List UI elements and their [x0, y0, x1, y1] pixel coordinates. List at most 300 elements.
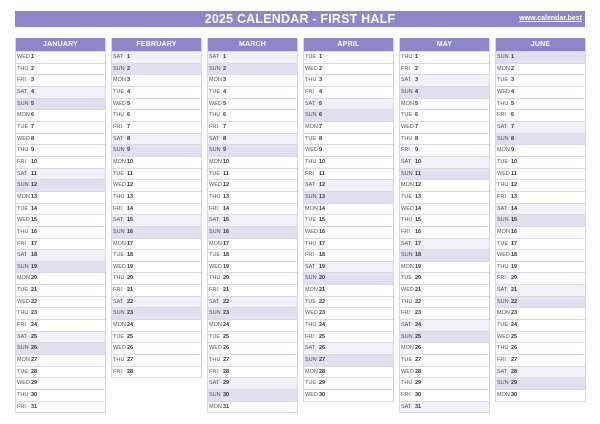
day-number: 23 — [127, 310, 134, 317]
day-row — [496, 272, 585, 284]
day-of-week: FRI — [17, 77, 26, 84]
day-of-week: SUN — [113, 310, 125, 317]
day-of-week: SUN — [305, 275, 317, 282]
day-row — [112, 63, 201, 75]
day-row — [400, 98, 489, 110]
day-number: 17 — [319, 240, 326, 247]
day-row — [304, 331, 393, 343]
day-of-week: SAT — [401, 158, 412, 165]
day-of-week: FRI — [497, 193, 506, 200]
day-number: 20 — [511, 275, 518, 282]
day-of-week: TUE — [401, 275, 412, 282]
day-number: 27 — [127, 357, 134, 364]
day-number: 15 — [223, 217, 230, 224]
day-of-week: SUN — [209, 392, 221, 399]
day-row — [16, 156, 105, 168]
day-number: 9 — [31, 147, 35, 154]
day-row — [304, 261, 393, 273]
day-of-week: SAT — [305, 345, 316, 352]
day-row — [400, 366, 489, 378]
month-header: JANUARY — [16, 38, 105, 51]
day-of-week: WED — [497, 333, 510, 340]
day-row — [400, 354, 489, 366]
day-number: 5 — [127, 100, 131, 107]
day-row — [496, 249, 585, 261]
day-number: 30 — [223, 392, 230, 399]
day-number: 6 — [223, 112, 227, 119]
day-of-week: THU — [113, 275, 125, 282]
day-of-week: MON — [209, 158, 222, 165]
day-row — [400, 401, 489, 413]
day-number: 17 — [223, 240, 230, 247]
day-row — [400, 51, 489, 63]
site-link[interactable]: www.calendar.best — [519, 15, 582, 22]
day-of-week: WED — [17, 298, 30, 305]
day-row — [112, 98, 201, 110]
day-row — [112, 238, 201, 250]
day-row — [496, 331, 585, 343]
day-row — [208, 401, 297, 413]
day-of-week: WED — [17, 54, 30, 60]
day-of-week: FRI — [209, 205, 218, 212]
day-number: 10 — [31, 158, 38, 165]
day-number: 10 — [319, 158, 326, 165]
day-number: 31 — [31, 403, 38, 410]
day-row — [496, 284, 585, 296]
day-row — [16, 354, 105, 366]
day-row — [112, 319, 201, 331]
day-number: 29 — [31, 380, 38, 387]
day-row — [208, 354, 297, 366]
day-of-week: TUE — [497, 77, 508, 84]
day-row — [304, 377, 393, 389]
day-number: 28 — [223, 368, 230, 375]
day-number: 21 — [319, 287, 326, 294]
day-of-week: THU — [497, 263, 509, 270]
day-row — [304, 307, 393, 319]
day-row — [208, 51, 297, 63]
day-row — [208, 109, 297, 121]
day-row — [112, 249, 201, 261]
day-of-week: SUN — [113, 228, 125, 235]
day-of-week: SAT — [113, 54, 124, 60]
day-of-week: WED — [305, 65, 318, 72]
day-row — [112, 74, 201, 86]
day-of-week: WED — [497, 252, 510, 259]
day-row — [16, 191, 105, 203]
day-of-week: THU — [113, 193, 125, 200]
day-row — [208, 133, 297, 145]
day-row — [304, 144, 393, 156]
day-row — [304, 74, 393, 86]
day-number: 13 — [511, 193, 518, 200]
day-number: 13 — [319, 193, 326, 200]
day-row — [400, 389, 489, 401]
day-row — [400, 121, 489, 133]
day-number: 5 — [415, 100, 419, 107]
day-row — [208, 296, 297, 308]
day-number: 12 — [511, 182, 518, 189]
day-number: 1 — [319, 54, 323, 60]
day-of-week: MON — [497, 65, 510, 72]
day-of-week: SUN — [209, 310, 221, 317]
day-number: 29 — [319, 380, 326, 387]
month-header: APRIL — [304, 38, 393, 51]
day-row — [400, 272, 489, 284]
day-number: 12 — [127, 182, 134, 189]
day-row — [208, 203, 297, 215]
day-number: 24 — [223, 322, 230, 329]
day-of-week: FRI — [401, 392, 410, 399]
day-of-week: FRI — [305, 88, 314, 95]
day-of-week: TUE — [113, 88, 124, 95]
day-row — [304, 133, 393, 145]
day-of-week: MON — [305, 287, 318, 294]
day-row — [496, 203, 585, 215]
day-of-week: SUN — [497, 135, 509, 142]
day-number: 18 — [223, 252, 230, 259]
day-number: 26 — [511, 345, 518, 352]
day-row — [400, 133, 489, 145]
day-row — [400, 261, 489, 273]
day-of-week: MON — [305, 368, 318, 375]
day-of-week: THU — [17, 228, 29, 235]
day-of-week: TUE — [401, 193, 412, 200]
day-number: 18 — [31, 252, 38, 259]
day-of-week: THU — [209, 193, 221, 200]
day-row — [400, 296, 489, 308]
day-row — [304, 238, 393, 250]
day-of-week: SUN — [401, 170, 413, 177]
day-of-week: WED — [305, 147, 318, 154]
day-row — [304, 389, 393, 401]
day-row — [304, 156, 393, 168]
day-number: 9 — [127, 147, 131, 154]
day-row — [400, 377, 489, 389]
day-row — [16, 179, 105, 191]
day-number: 17 — [511, 240, 518, 247]
day-of-week: THU — [305, 77, 317, 84]
day-row — [16, 377, 105, 389]
day-number: 25 — [415, 333, 422, 340]
day-number: 9 — [511, 147, 515, 154]
day-of-week: SAT — [497, 287, 508, 294]
day-row — [16, 168, 105, 180]
day-number: 29 — [223, 380, 230, 387]
day-row — [16, 144, 105, 156]
day-number: 3 — [31, 77, 35, 84]
day-row — [496, 98, 585, 110]
day-row — [304, 86, 393, 98]
day-number: 16 — [319, 228, 326, 235]
day-of-week: TUE — [209, 170, 220, 177]
day-row — [304, 366, 393, 378]
day-of-week: TUE — [497, 240, 508, 247]
day-number: 24 — [127, 322, 134, 329]
day-of-week: SUN — [497, 217, 509, 224]
day-row — [112, 284, 201, 296]
day-number: 25 — [31, 333, 38, 340]
day-of-week: WED — [401, 123, 414, 130]
day-number: 24 — [319, 322, 326, 329]
day-row — [112, 331, 201, 343]
day-row — [208, 74, 297, 86]
day-of-week: THU — [17, 310, 29, 317]
day-of-week: SUN — [113, 147, 125, 154]
day-number: 2 — [223, 65, 227, 72]
day-number: 13 — [127, 193, 134, 200]
day-of-week: SAT — [17, 88, 28, 95]
day-of-week: FRI — [17, 403, 26, 410]
day-number: 25 — [223, 333, 230, 340]
month-header: JUNE — [496, 38, 585, 51]
day-number: 26 — [223, 345, 230, 352]
day-number: 28 — [415, 368, 422, 375]
day-row — [112, 261, 201, 273]
day-row — [304, 226, 393, 238]
day-number: 10 — [127, 158, 134, 165]
day-number: 11 — [415, 170, 421, 177]
day-number: 7 — [415, 123, 419, 130]
day-of-week: SAT — [401, 240, 412, 247]
day-number: 18 — [415, 252, 422, 259]
day-row — [496, 144, 585, 156]
day-row — [400, 238, 489, 250]
day-row — [496, 319, 585, 331]
day-row — [304, 191, 393, 203]
day-row — [16, 342, 105, 354]
day-of-week: WED — [209, 263, 222, 270]
day-number: 2 — [511, 65, 515, 72]
day-number: 8 — [31, 135, 35, 142]
day-of-week: FRI — [305, 170, 314, 177]
day-row — [112, 144, 201, 156]
day-row — [400, 74, 489, 86]
day-row — [16, 261, 105, 273]
day-number: 27 — [31, 357, 38, 364]
day-of-week: SAT — [209, 380, 220, 387]
day-number: 26 — [415, 345, 422, 352]
day-number: 11 — [31, 170, 37, 177]
day-number: 16 — [223, 228, 230, 235]
day-of-week: WED — [497, 170, 510, 177]
day-of-week: WED — [17, 217, 30, 224]
day-number: 20 — [415, 275, 422, 282]
day-row — [496, 121, 585, 133]
day-number: 14 — [415, 205, 422, 212]
day-number: 12 — [223, 182, 230, 189]
day-row — [208, 226, 297, 238]
day-of-week: THU — [17, 65, 29, 72]
day-of-week: MON — [209, 322, 222, 329]
day-row — [208, 249, 297, 261]
month-header: FEBRUARY — [112, 38, 201, 51]
day-row — [16, 307, 105, 319]
month-march — [207, 38, 298, 413]
day-number: 17 — [415, 240, 422, 247]
day-of-week: TUE — [305, 298, 316, 305]
day-of-week: SAT — [209, 217, 220, 224]
day-number: 3 — [127, 77, 131, 84]
day-number: 18 — [319, 252, 326, 259]
day-number: 9 — [319, 147, 323, 154]
day-row — [112, 354, 201, 366]
day-row — [112, 191, 201, 203]
day-row — [208, 342, 297, 354]
day-of-week: SUN — [17, 182, 29, 189]
day-number: 24 — [415, 322, 422, 329]
day-row — [208, 121, 297, 133]
day-row — [496, 307, 585, 319]
day-number: 9 — [223, 147, 227, 154]
day-row — [400, 249, 489, 261]
title-bar — [15, 11, 585, 27]
day-number: 22 — [223, 298, 230, 305]
day-row — [208, 168, 297, 180]
day-number: 1 — [127, 54, 131, 60]
day-of-week: TUE — [113, 252, 124, 259]
day-of-week: SUN — [209, 228, 221, 235]
day-number: 1 — [31, 54, 35, 60]
day-of-week: WED — [113, 263, 126, 270]
day-row — [208, 319, 297, 331]
day-number: 4 — [127, 88, 131, 95]
day-number: 15 — [31, 217, 38, 224]
day-number: 22 — [415, 298, 422, 305]
day-number: 17 — [127, 240, 134, 247]
day-row — [496, 63, 585, 75]
day-of-week: SAT — [113, 298, 124, 305]
day-of-week: THU — [401, 135, 413, 142]
day-row — [112, 203, 201, 215]
day-number: 22 — [31, 298, 38, 305]
day-of-week: THU — [305, 240, 317, 247]
day-number: 2 — [31, 65, 35, 72]
day-row — [16, 296, 105, 308]
day-of-week: SUN — [401, 252, 413, 259]
day-of-week: TUE — [113, 170, 124, 177]
day-of-week: SUN — [497, 298, 509, 305]
day-of-week: SUN — [17, 345, 29, 352]
day-row — [400, 63, 489, 75]
day-of-week: SUN — [305, 112, 317, 119]
day-row — [208, 366, 297, 378]
day-of-week: FRI — [497, 357, 506, 364]
day-of-week: MON — [497, 228, 510, 235]
day-number: 6 — [127, 112, 131, 119]
day-number: 30 — [511, 392, 518, 399]
day-row — [496, 377, 585, 389]
day-of-week: THU — [113, 357, 125, 364]
day-of-week: SUN — [17, 263, 29, 270]
day-number: 29 — [415, 380, 422, 387]
day-row — [496, 133, 585, 145]
day-number: 21 — [127, 287, 134, 294]
day-row — [112, 296, 201, 308]
day-of-week: SUN — [497, 380, 509, 387]
day-row — [496, 86, 585, 98]
day-number: 11 — [319, 170, 325, 177]
day-number: 11 — [511, 170, 517, 177]
day-row — [208, 214, 297, 226]
day-of-week: WED — [17, 380, 30, 387]
day-number: 16 — [127, 228, 134, 235]
day-of-week: SAT — [497, 123, 508, 130]
day-row — [400, 319, 489, 331]
day-row — [400, 86, 489, 98]
day-number: 4 — [319, 88, 323, 95]
day-row — [16, 63, 105, 75]
day-number: 25 — [511, 333, 518, 340]
day-number: 7 — [319, 123, 323, 130]
day-row — [304, 342, 393, 354]
day-row — [208, 144, 297, 156]
day-number: 28 — [31, 368, 38, 375]
day-row — [496, 261, 585, 273]
day-of-week: TUE — [113, 333, 124, 340]
day-row — [208, 63, 297, 75]
day-row — [16, 284, 105, 296]
day-row — [208, 284, 297, 296]
day-number: 22 — [319, 298, 326, 305]
day-of-week: FRI — [113, 368, 122, 375]
day-number: 20 — [319, 275, 326, 282]
day-number: 31 — [415, 403, 422, 410]
day-row — [304, 319, 393, 331]
day-of-week: FRI — [209, 123, 218, 130]
day-number: 10 — [511, 158, 518, 165]
day-number: 4 — [223, 88, 227, 95]
day-row — [16, 401, 105, 413]
day-row — [16, 214, 105, 226]
day-number: 19 — [127, 263, 134, 270]
day-of-week: MON — [401, 263, 414, 270]
day-number: 9 — [415, 147, 419, 154]
day-of-week: TUE — [17, 368, 28, 375]
day-number: 19 — [319, 263, 326, 270]
day-number: 8 — [511, 135, 515, 142]
day-of-week: THU — [113, 112, 125, 119]
day-number: 24 — [511, 322, 518, 329]
day-row — [112, 133, 201, 145]
day-of-week: MON — [113, 240, 126, 247]
day-of-week: MON — [401, 345, 414, 352]
day-number: 16 — [511, 228, 518, 235]
day-row — [496, 296, 585, 308]
day-number: 26 — [319, 345, 326, 352]
day-of-week: SUN — [401, 88, 413, 95]
day-of-week: FRI — [401, 228, 410, 235]
day-number: 23 — [415, 310, 422, 317]
day-row — [400, 203, 489, 215]
day-number: 27 — [223, 357, 230, 364]
day-of-week: MON — [17, 193, 30, 200]
day-number: 8 — [319, 135, 323, 142]
day-of-week: FRI — [17, 322, 26, 329]
day-of-week: FRI — [497, 275, 506, 282]
day-of-week: SAT — [17, 170, 28, 177]
day-row — [304, 284, 393, 296]
day-of-week: THU — [209, 112, 221, 119]
day-of-week: SUN — [209, 147, 221, 154]
day-row — [16, 109, 105, 121]
day-of-week: FRI — [17, 240, 26, 247]
day-row — [304, 179, 393, 191]
day-of-week: THU — [305, 322, 317, 329]
day-of-week: FRI — [113, 287, 122, 294]
day-row — [400, 191, 489, 203]
day-row — [208, 86, 297, 98]
